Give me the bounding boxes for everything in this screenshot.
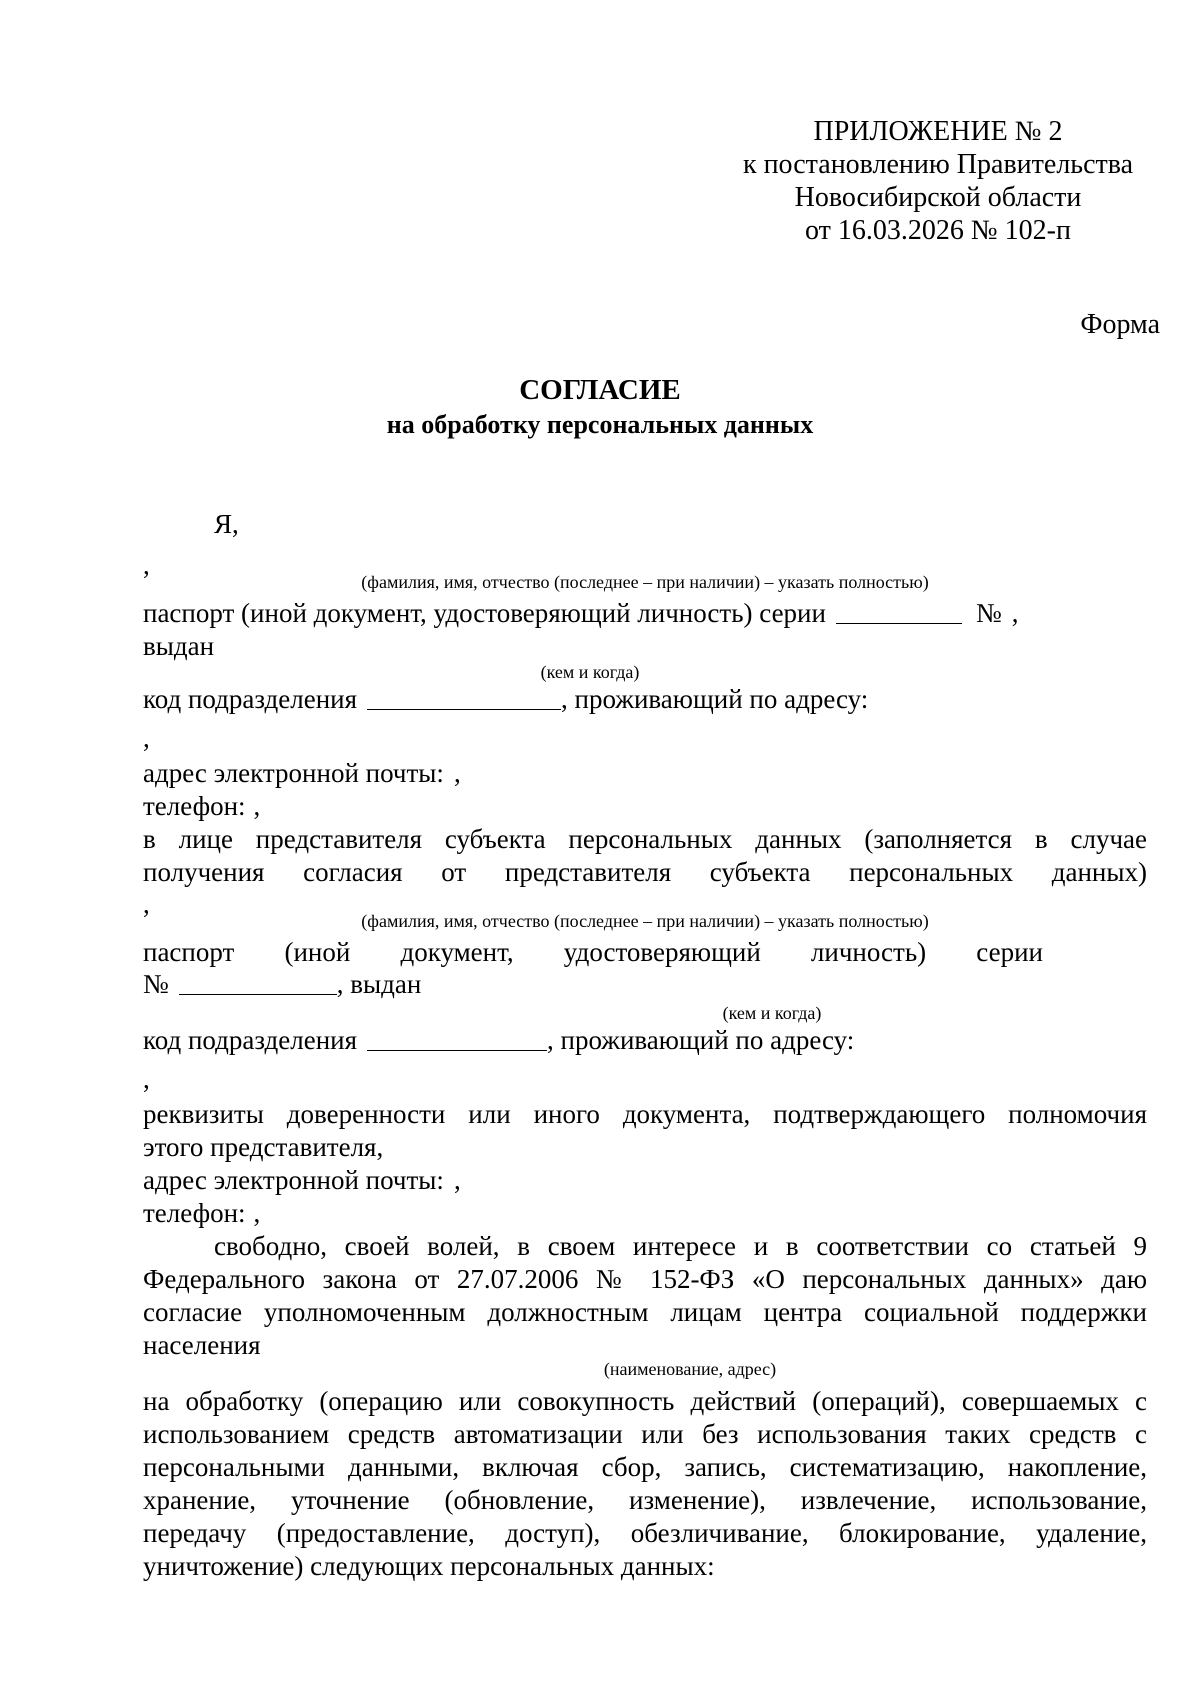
issued-caption: (кем и когда)	[540, 662, 640, 682]
rep-passport-line	[143, 936, 1147, 966]
rep-number-label: №	[143, 969, 169, 999]
processing-text-4: хранение, уточнение (обновление, изменение), извлечение, использование,	[143, 1485, 1147, 1515]
representative-intro-1	[143, 823, 1147, 853]
comma: ,	[1011, 598, 1019, 628]
appendix-region: Новосибирской области	[794, 182, 1082, 213]
processing-text-2: использованием средств автоматизации или без использования таких средств с	[143, 1419, 1147, 1449]
division-line	[143, 683, 1135, 713]
rep-poa-line-2	[143, 1131, 1147, 1161]
issued-line	[143, 630, 1147, 660]
consent-text-1: свободно, своей волей, в своем интересе и в соответствии со статьей 9	[214, 1231, 1147, 1261]
processing-line-4	[143, 1484, 1147, 1514]
processing-line-2	[143, 1418, 1147, 1448]
i-label: Я,	[214, 509, 239, 539]
fio-caption: (фамилия, имя, отчество (последнее – при наличии) – указать полностью)	[361, 572, 929, 592]
processing-text-1: на обработку (операцию или совокупность действий (операций), совершаемых с	[143, 1386, 1147, 1416]
phone-label: телефон:	[143, 791, 246, 821]
processing-text-5: передачу (предоставление, доступ), обезличивание, блокирование, удаление,	[143, 1518, 1147, 1548]
comma: ,	[253, 1198, 261, 1228]
rep-issued-label: , выдан	[336, 969, 422, 999]
rep-issued-caption: (кем и когда)	[722, 1003, 822, 1023]
comma: ,	[143, 550, 150, 580]
consent-text-2: Федерального закона от 27.07.2006 № 152-ФЗ «О персональных данных» даю	[143, 1264, 1147, 1294]
passport-number-label: №	[975, 598, 1002, 628]
phone-line	[143, 790, 1147, 820]
rep-division-field[interactable]	[367, 1050, 547, 1051]
population-line	[143, 1329, 1147, 1359]
processing-line-3	[143, 1451, 1147, 1481]
representative-intro-text-2: получения согласия от представителя субъекта персональных данных)	[143, 857, 1147, 887]
processing-line-5	[143, 1517, 1147, 1547]
subject-fio-line	[214, 508, 1146, 538]
division-field[interactable]	[367, 709, 561, 710]
name-caption: (наименование, адрес)	[603, 1359, 777, 1379]
address-label: , проживающий по адресу:	[561, 684, 869, 714]
passport-line	[143, 597, 1147, 627]
division-label: код подразделения	[143, 684, 358, 714]
email-label: адрес электронной почты:	[143, 758, 444, 788]
document-subtitle: на обработку персональных данных	[386, 410, 814, 439]
rep-email-label: адрес электронной почты:	[143, 1165, 444, 1195]
rep-number-field[interactable]	[179, 994, 337, 995]
representative-intro-2	[143, 856, 1147, 886]
email-line	[143, 757, 1147, 787]
rep-division-line	[143, 1024, 1135, 1054]
comma: ,	[253, 791, 261, 821]
rep-phone-line	[143, 1197, 1147, 1227]
consent-line-3	[143, 1296, 1147, 1326]
rep-email-line	[143, 1164, 1147, 1194]
representative-intro-text-1: в лице представителя субъекта персональных данных (заполняется в случае	[143, 824, 1147, 854]
rep-poa-text: реквизиты доверенности или иного документа, подтверждающего полномочия	[143, 1099, 1147, 1129]
processing-text-3: персональными данными, включая сбор, запись, систематизацию, накопление,	[143, 1452, 1147, 1482]
processing-text-6: уничтожение) следующих персональных данных:	[143, 1551, 715, 1581]
rep-division-label: код подразделения	[143, 1025, 358, 1055]
rep-passport-label: паспорт (иной документ, удостоверяющий личность) серии	[143, 937, 1043, 967]
issued-label: выдан	[143, 631, 215, 661]
comma: ,	[453, 758, 461, 788]
rep-phone-label: телефон:	[143, 1198, 246, 1228]
rep-number-line	[143, 968, 1147, 998]
form-label: Форма	[1080, 309, 1160, 340]
rep-poa-label: этого представителя,	[143, 1132, 384, 1162]
appendix-resolution: к постановлению Правительства	[742, 149, 1134, 180]
population-label: населения	[143, 1330, 261, 1360]
comma: ,	[143, 723, 150, 753]
rep-poa-line-1	[143, 1098, 1147, 1128]
passport-label: паспорт (иной документ, удостоверяющий личность) серии	[143, 598, 826, 628]
rep-address-line-2	[143, 1063, 1147, 1093]
consent-line-2	[143, 1263, 1147, 1293]
address-line-2	[143, 722, 1147, 752]
passport-series-field[interactable]	[836, 623, 962, 624]
rep-fio-caption: (фамилия, имя, отчество (последнее – при наличии) – указать полностью)	[361, 911, 929, 931]
appendix-number: ПРИЛОЖЕНИЕ № 2	[813, 116, 1063, 147]
comma: ,	[453, 1165, 461, 1195]
comma: ,	[143, 889, 150, 919]
comma: ,	[143, 1064, 150, 1094]
rep-address-label: , проживающий по адресу:	[547, 1025, 855, 1055]
processing-line-1	[143, 1385, 1147, 1415]
consent-line-1	[214, 1230, 1147, 1260]
processing-line-6	[143, 1550, 1147, 1580]
consent-text-3: согласие уполномоченным должностным лицам центра социальной поддержки	[143, 1297, 1147, 1327]
document-title: СОГЛАСИЕ	[519, 374, 681, 406]
appendix-date: от 16.03.2026 № 102-п	[805, 215, 1071, 246]
